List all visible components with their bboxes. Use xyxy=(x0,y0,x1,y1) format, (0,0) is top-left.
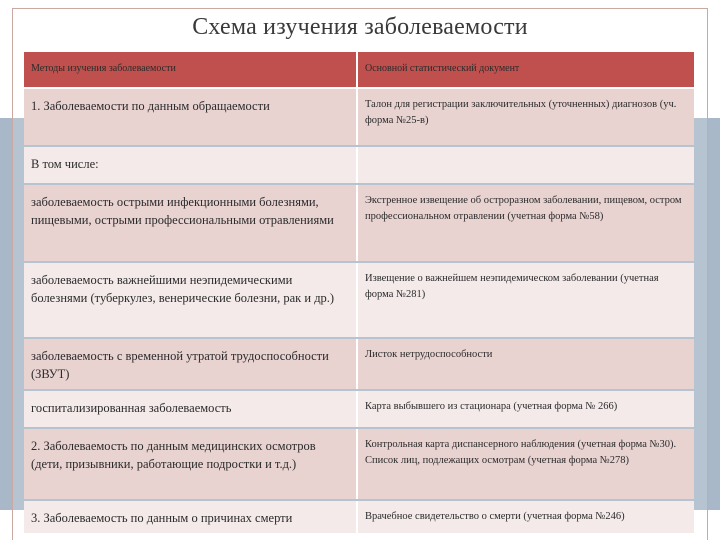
method-cell: 1. Заболеваемости по данным обращаемости xyxy=(24,89,356,145)
table-row xyxy=(24,429,694,499)
document-cell: Врачебное свидетельство о смерти (учетная форма №246) xyxy=(356,501,694,533)
document-cell xyxy=(356,147,694,183)
table-row xyxy=(24,147,694,183)
table-row xyxy=(24,185,694,261)
method-cell: госпитализированная заболеваемость xyxy=(24,391,356,427)
document-cell: Листок нетрудоспособности xyxy=(356,339,694,389)
method-cell: В том числе: xyxy=(24,147,356,183)
method-cell: заболеваемость острыми инфекционными болезнями, пищевыми, острыми профессиональными отравлениями xyxy=(24,185,356,261)
document-cell: Талон для регистрации заключительных (уточненных) диагнозов (уч. форма №25-в) xyxy=(356,89,694,145)
table-row xyxy=(24,501,694,533)
document-cell: Карта выбывшего из стационара (учетная форма № 266) xyxy=(356,391,694,427)
table-row xyxy=(24,89,694,145)
page-title: Схема изучения заболеваемости xyxy=(192,14,528,40)
document-cell: Контрольная карта диспансерного наблюдения (учетная форма №30). Список лиц, подлежащих осмотрам (учетная форма №278) xyxy=(356,429,694,499)
method-cell: 3. Заболеваемость по данным о причинах смерти xyxy=(24,501,356,533)
table-row xyxy=(24,391,694,427)
header-methods: Методы изучения заболеваемости xyxy=(24,52,356,87)
method-cell: заболеваемость важнейшими неэпидемическими болезнями (туберкулез, венерические болезни, рак и др.) xyxy=(24,263,356,337)
method-cell: заболеваемость с временной утратой трудоспособности (ЗВУТ) xyxy=(24,339,356,389)
table-row xyxy=(24,339,694,389)
document-cell: Извещение о важнейшем неэпидемическом заболевании (учетная форма №281) xyxy=(356,263,694,337)
table-header-row xyxy=(24,52,694,87)
document-cell: Экстренное извещение об остроразном заболевании, пищевом, остром профессиональном отравлении (учетная форма №58) xyxy=(356,185,694,261)
method-cell: 2. Заболеваемость по данным медицинских осмотров (дети, призывники, работающие подростки и т.д.) xyxy=(24,429,356,499)
morbidity-table xyxy=(24,50,694,535)
table-row xyxy=(24,263,694,337)
header-document: Основной статистический документ xyxy=(356,52,694,87)
